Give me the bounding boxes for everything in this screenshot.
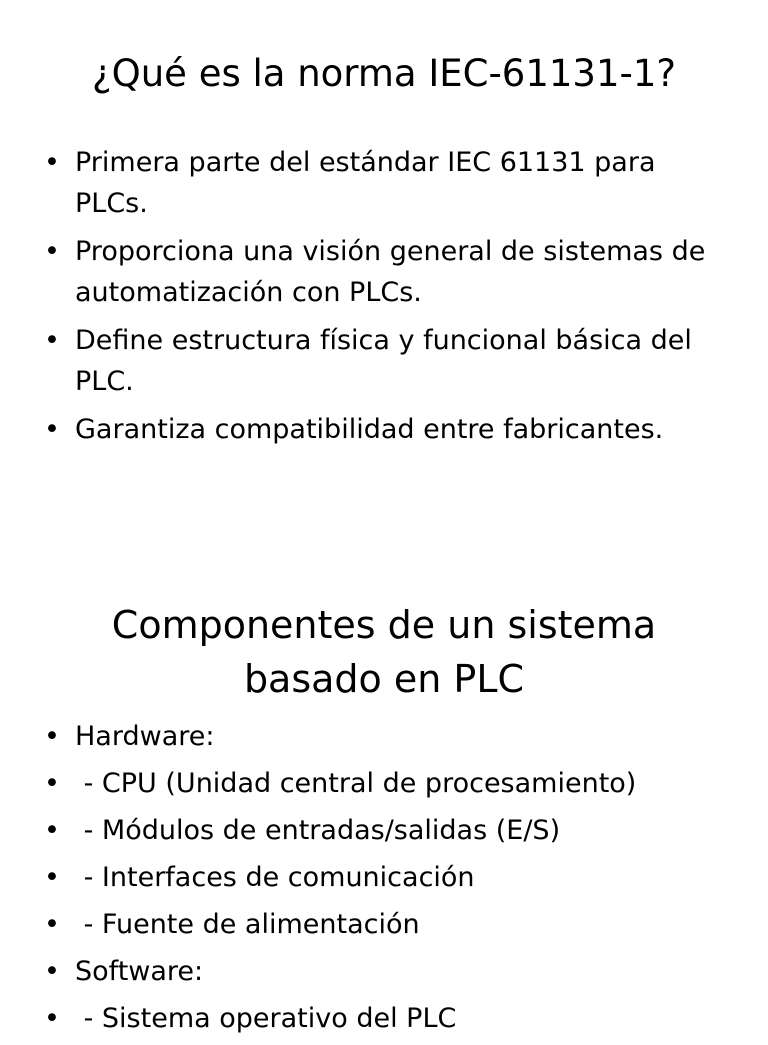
slide-title: Componentes de un sistema basado en PLC	[111, 603, 657, 701]
bullet-text: Software:	[75, 956, 204, 987]
bullet-dot-icon: •	[44, 325, 60, 356]
bullet-text: Garantiza compatibilidad entre fabricantes.	[75, 414, 664, 445]
bullet-item	[0, 320, 768, 402]
bullet-text: Hardware:	[75, 721, 215, 752]
bullet-item	[0, 409, 768, 450]
bullet-item	[0, 998, 768, 1039]
bullet-dot-icon: •	[44, 909, 60, 940]
bullet-dot-icon: •	[44, 721, 60, 752]
bullet-list	[0, 142, 768, 457]
bullet-dot-icon: •	[44, 768, 60, 799]
bullet-dot-icon: •	[44, 236, 60, 267]
bullet-list	[0, 716, 768, 1045]
slide-title: ¿Qué es la norma IEC-61131-1?	[91, 52, 677, 95]
bullet-text: - Interfaces de comunicación	[75, 862, 475, 893]
bullet-item	[0, 904, 768, 945]
slide-plc-components	[0, 512, 768, 1034]
bullet-text: - Módulos de entradas/salidas (E/S)	[75, 815, 561, 846]
bullet-item	[0, 857, 768, 898]
bullet-text: - Fuente de alimentación	[75, 909, 420, 940]
bullet-item	[0, 951, 768, 992]
bullet-item	[0, 763, 768, 804]
bullet-dot-icon: •	[44, 414, 60, 445]
bullet-text: Primera parte del estándar IEC 61131 para PLCs.	[75, 147, 665, 219]
bullet-item	[0, 810, 768, 851]
bullet-item	[0, 716, 768, 757]
slide-iec-61131-1	[0, 0, 768, 512]
bullet-item	[0, 231, 768, 313]
bullet-dot-icon: •	[44, 862, 60, 893]
bullet-dot-icon: •	[44, 147, 60, 178]
bullet-dot-icon: •	[44, 956, 60, 987]
bullet-text: - Sistema operativo del PLC	[75, 1003, 457, 1034]
bullet-dot-icon: •	[44, 1003, 60, 1034]
bullet-text: Define estructura física y funcional básica del PLC.	[75, 325, 701, 397]
bullet-item	[0, 142, 768, 224]
bullet-dot-icon: •	[44, 815, 60, 846]
bullet-text: Proporciona una visión general de sistemas de automatización con PLCs.	[75, 236, 714, 308]
bullet-text: - CPU (Unidad central de procesamiento)	[75, 768, 637, 799]
